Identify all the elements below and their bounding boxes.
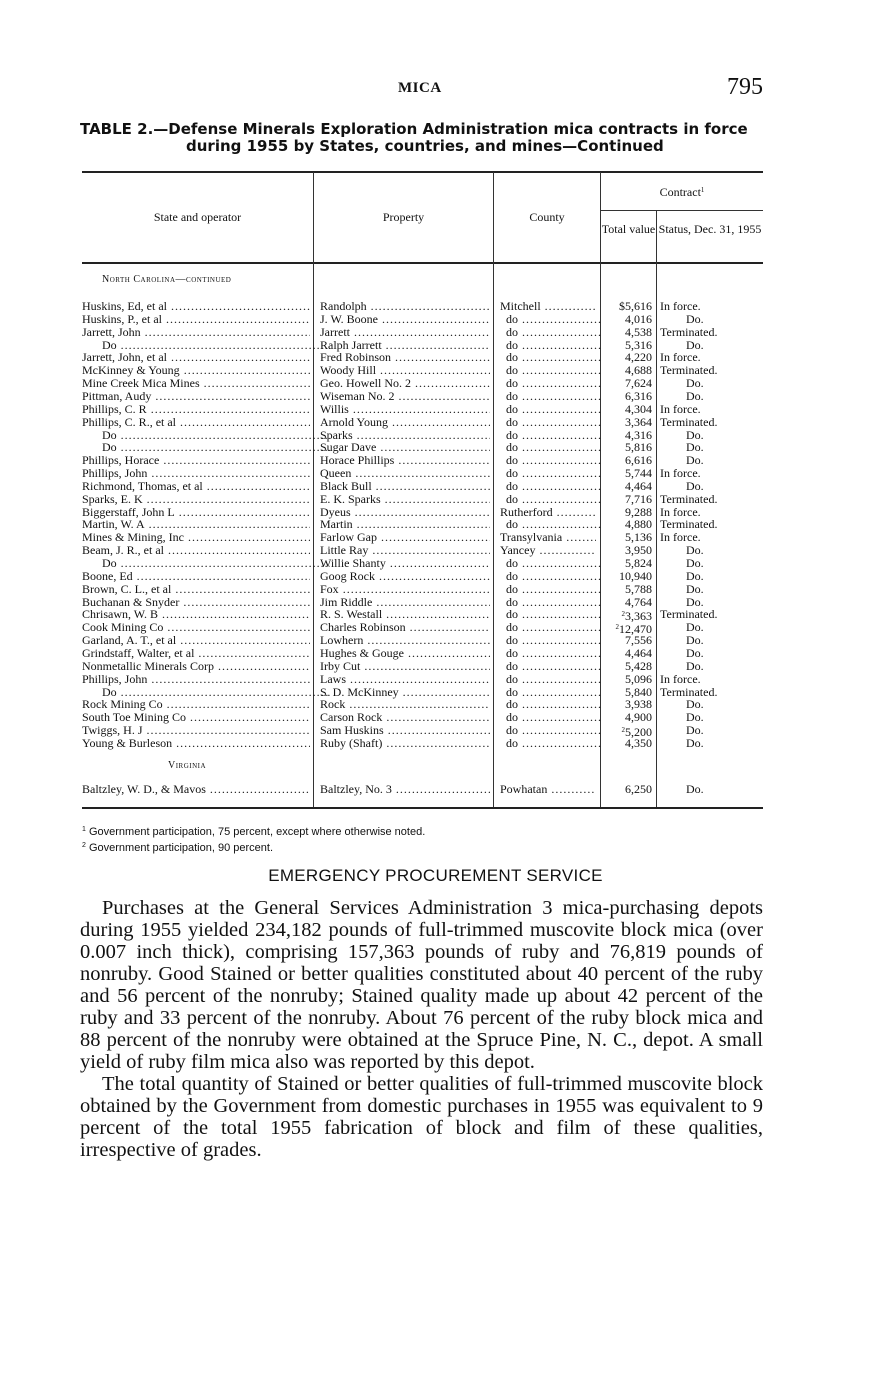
cell-county: do ..... — [500, 454, 602, 467]
table-row — [82, 364, 763, 377]
cell-county: do ..... — [500, 737, 602, 750]
cell-operator: Boone, Ed ..... — [82, 570, 310, 583]
table-header-rule — [82, 262, 763, 264]
cell-status: Terminated. — [660, 324, 718, 339]
cell-property: Lowhern ..... — [320, 634, 490, 647]
cell-value-text: 4,016 — [625, 311, 652, 326]
table-row — [82, 607, 763, 624]
cell-property: Jim Riddle ..... — [320, 596, 490, 609]
cell-status: Do. — [686, 427, 704, 442]
cell-operator: Buchanan & Snyder ..... — [82, 596, 310, 609]
cell-operator: Martin, W. A ..... — [82, 518, 310, 531]
header-total-value: Total value — [601, 222, 656, 236]
table-row — [82, 620, 763, 637]
cell-county: do ..... — [500, 660, 602, 673]
cell-operator: McKinney & Young ..... — [82, 364, 310, 377]
cell-operator: Cook Mining Co ..... — [82, 621, 310, 634]
cell-status: In force. — [660, 299, 701, 313]
cell-value-text: 4,304 — [625, 401, 652, 416]
cell-value-text: 10,940 — [619, 568, 652, 583]
cell-county: Powhatan ..... — [500, 783, 596, 796]
table-row — [82, 313, 763, 326]
cell-property: Sam Huskins ..... — [320, 724, 490, 737]
cell-county: do ..... — [500, 403, 602, 416]
cell-status: Terminated. — [660, 684, 718, 699]
cell-status: Do. — [686, 594, 704, 609]
cell-status: Do. — [686, 478, 704, 493]
table-row — [82, 467, 763, 480]
cell-value-text: 5,788 — [625, 581, 652, 596]
cell-operator: Phillips, John ..... — [82, 467, 310, 480]
cell-value-text: 7,556 — [625, 633, 652, 648]
cell-status: Do. — [686, 710, 704, 725]
cell-property: R. S. Westall ..... — [320, 608, 490, 621]
cell-county: do ..... — [500, 583, 602, 596]
cell-property: Wiseman No. 2 ..... — [320, 390, 490, 403]
cell-value-footnote: 2 — [621, 610, 625, 619]
cell-county: do ..... — [500, 429, 602, 442]
table-row — [82, 403, 763, 416]
cell-operator: South Toe Mining Co ..... — [82, 711, 310, 724]
cell-status: Do. — [686, 453, 704, 468]
cell-property: S. D. McKinney ..... — [320, 686, 490, 699]
cell-county: Rutherford ..... — [500, 506, 596, 519]
table-row — [82, 723, 763, 740]
cell-value-text: 4,688 — [625, 363, 652, 378]
cell-operator: Pittman, Audy ..... — [82, 390, 310, 403]
cell-county: do ..... — [500, 416, 602, 429]
cell-property: Woody Hill ..... — [320, 364, 490, 377]
cell-county: do ..... — [500, 313, 602, 326]
cell-value-text: 4,316 — [625, 427, 652, 442]
paragraph-2: The total quantity of Stained or better qualities of full-trimmed muscovite block obtained by the Government from domestic purchases in 1955 was equivalent to 9 percent of the total 1955 fabrication of block and film of these qualities, irrespective of grades. — [80, 1073, 763, 1161]
table-row — [82, 416, 763, 429]
cell-status: Terminated. — [660, 517, 718, 532]
cell-status: Do. — [686, 697, 704, 712]
cell-status: Terminated. — [660, 607, 718, 622]
table-row — [82, 570, 763, 583]
cell-operator: Do ..... — [82, 686, 330, 699]
cell-operator: Mines & Mining, Inc ..... — [82, 531, 310, 544]
cell-operator: Do ..... — [82, 441, 330, 454]
cell-property: Farlow Gap ..... — [320, 531, 490, 544]
cell-county: do ..... — [500, 673, 602, 686]
cell-value-text: 3,938 — [625, 697, 652, 712]
cell-property: Martin ..... — [320, 518, 490, 531]
cell-status: Do. — [686, 581, 704, 596]
cell-property: Sugar Dave ..... — [320, 441, 490, 454]
table-row — [82, 480, 763, 493]
running-title: MICA — [398, 80, 442, 96]
cell-property: Fox ..... — [320, 583, 490, 596]
cell-property: Randolph ..... — [320, 300, 490, 313]
cell-property: Dyeus ..... — [320, 506, 490, 519]
cell-status: Do. — [686, 633, 704, 648]
cell-operator: Phillips, C. R ..... — [82, 403, 310, 416]
cell-value-text: 5,136 — [625, 530, 652, 545]
cell-operator: Baltzley, W. D., & Mavos ..... — [82, 783, 310, 796]
cell-status: Do. — [686, 568, 704, 583]
cell-status: Do. — [686, 388, 704, 403]
cell-county: Yancey ..... — [500, 544, 596, 557]
cell-property: Hughes & Gouge ..... — [320, 647, 490, 660]
cell-value-text: 7,624 — [625, 376, 652, 391]
cell-value-text: 5,096 — [625, 671, 652, 686]
cell-property: E. K. Sparks ..... — [320, 493, 490, 506]
cell-property: Queen ..... — [320, 467, 490, 480]
cell-county: do ..... — [500, 686, 602, 699]
cell-property: Irby Cut ..... — [320, 660, 490, 673]
section-label-north-carolina: North Carolina—continued — [102, 274, 232, 285]
cell-county: do ..... — [500, 377, 602, 390]
table-bottom-rule — [82, 807, 763, 809]
cell-county: do ..... — [500, 570, 602, 583]
table-row — [82, 737, 763, 750]
footnote-1: $^1$ Government participation, 75 percent, except where otherwise noted. — [82, 826, 426, 838]
cell-status: Do. — [686, 311, 704, 326]
cell-value-text: 4,880 — [625, 517, 652, 532]
cell-county: do ..... — [500, 493, 602, 506]
cell-operator: Phillips, Horace ..... — [82, 454, 310, 467]
cell-county: do ..... — [500, 596, 602, 609]
cell-value-text: 4,350 — [625, 735, 652, 750]
cell-value-text: 3,950 — [625, 543, 652, 558]
table-footnotes — [82, 823, 425, 855]
cell-status: Do. — [686, 723, 704, 738]
cell-operator: Grindstaff, Walter, et al ..... — [82, 647, 310, 660]
cell-county: do ..... — [500, 724, 602, 737]
table-row — [82, 441, 763, 454]
cell-value — [602, 711, 652, 724]
cell-county: Transylvania ..... — [500, 531, 596, 544]
cell-property: Rock ..... — [320, 698, 490, 711]
cell-value-text: 5,316 — [625, 337, 652, 352]
cell-value-text: 6,616 — [625, 453, 652, 468]
table-row — [82, 531, 763, 544]
header-contract — [601, 184, 763, 199]
cell-county: do ..... — [500, 480, 602, 493]
cell-value-text: 5,816 — [625, 440, 652, 455]
table-row — [82, 326, 763, 339]
cell-value-text: 7,716 — [625, 491, 652, 506]
header-state-operator: State and operator — [153, 210, 242, 224]
table-caption — [80, 121, 765, 155]
cell-value-text: 5,428 — [625, 658, 652, 673]
table-row — [82, 634, 763, 647]
cell-property: Ruby (Shaft) ..... — [320, 737, 490, 750]
cell-county: do ..... — [500, 339, 602, 352]
cell-status: Do. — [686, 658, 704, 673]
table-row — [82, 493, 763, 506]
cell-county: Mitchell ..... — [500, 300, 596, 313]
cell-value-footnote: 2 — [621, 726, 625, 735]
header-contract-footnote: 1 — [700, 186, 705, 194]
cell-county: do ..... — [500, 634, 602, 647]
cell-operator: Beam, J. R., et al ..... — [82, 544, 310, 557]
header-county: County — [529, 210, 565, 224]
cell-operator: Twiggs, H. J ..... — [82, 724, 310, 737]
cell-value-text: 4,764 — [625, 594, 652, 609]
cell-value-text: 4,464 — [625, 478, 652, 493]
cell-status: Do. — [686, 735, 704, 750]
cell-status: In force. — [660, 504, 701, 519]
cell-operator: Rock Mining Co ..... — [82, 698, 310, 711]
cell-county: do ..... — [500, 467, 602, 480]
cell-status: In force. — [660, 466, 701, 481]
cell-operator: Chrisawn, W. B ..... — [82, 608, 310, 621]
cell-value-text: 6,316 — [625, 388, 652, 403]
cell-value-footnote: 2 — [615, 623, 619, 632]
cell-property: Geo. Howell No. 2 ..... — [320, 377, 490, 390]
cell-value-text: 5,840 — [625, 684, 652, 699]
page-header — [80, 74, 765, 104]
cell-property: Sparks ..... — [320, 429, 490, 442]
cell-county: do ..... — [500, 557, 602, 570]
header-status: Status, Dec. 31, 1955 — [658, 222, 762, 236]
cell-property: Charles Robinson ..... — [320, 621, 490, 634]
cell-status: Terminated. — [660, 363, 718, 378]
cell-value-text: 9,288 — [625, 504, 652, 519]
table-row — [82, 544, 763, 557]
cell-county: do ..... — [500, 608, 602, 621]
cell-county: do ..... — [500, 441, 602, 454]
table-row — [82, 783, 763, 796]
cell-property: Willie Shanty ..... — [320, 557, 490, 570]
cell-operator: Huskins, P., et al ..... — [82, 313, 310, 326]
cell-county: do ..... — [500, 518, 602, 531]
cell-property: Jarrett ..... — [320, 326, 490, 339]
cell-value-text: 5,744 — [625, 466, 652, 481]
cell-status: Do. — [686, 645, 704, 660]
cell-status: Do. — [686, 440, 704, 455]
cell-value-text: 3,364 — [625, 414, 652, 429]
cell-value-text: 5,200 — [625, 725, 652, 740]
cell-status: In force. — [660, 671, 701, 686]
cell-status: In force. — [660, 350, 701, 365]
cell-county: do ..... — [500, 711, 602, 724]
cell-value — [602, 596, 652, 609]
cell-status: Do. — [686, 556, 704, 570]
cell-value-text: 3,363 — [625, 609, 652, 624]
body-text — [80, 897, 763, 1161]
cell-value-text: 4,538 — [625, 324, 652, 339]
cell-property: Willis ..... — [320, 403, 490, 416]
cell-status: In force. — [660, 530, 701, 545]
table-row — [82, 686, 763, 699]
cell-property: Black Bull ..... — [320, 480, 490, 493]
cell-county: do ..... — [500, 647, 602, 660]
cell-operator: Mine Creek Mica Mines ..... — [82, 377, 310, 390]
cell-property: Little Ray ..... — [320, 544, 490, 557]
cell-operator: Phillips, John ..... — [82, 673, 310, 686]
table-row — [82, 429, 763, 442]
cell-property: Horace Phillips ..... — [320, 454, 490, 467]
cell-property: Arnold Young ..... — [320, 416, 490, 429]
cell-value-text: 12,470 — [619, 622, 652, 637]
cell-county: do ..... — [500, 621, 602, 634]
cell-status: Do. — [686, 782, 704, 796]
cell-operator: Do ..... — [82, 429, 330, 442]
cell-property: Laws ..... — [320, 673, 490, 686]
cell-property: J. W. Boone ..... — [320, 313, 490, 326]
table-row — [82, 673, 763, 686]
section-heading: EMERGENCY PROCUREMENT SERVICE — [268, 866, 603, 885]
cell-county: do ..... — [500, 698, 602, 711]
cell-property: Goog Rock ..... — [320, 570, 490, 583]
cell-value-text: 4,900 — [625, 710, 652, 725]
cell-county: do ..... — [500, 351, 602, 364]
table-row — [82, 377, 763, 390]
cell-property: Fred Robinson ..... — [320, 351, 490, 364]
cell-property: Carson Rock ..... — [320, 711, 490, 724]
table-caption-line2: during 1955 by States, countries, and mines—Continued — [186, 137, 664, 155]
cell-operator: Nonmetallic Minerals Corp ..... — [82, 660, 310, 673]
cell-status: Do. — [686, 543, 704, 558]
cell-operator: Jarrett, John, et al ..... — [82, 351, 310, 364]
table-top-rule — [82, 171, 763, 173]
cell-operator: Jarrett, John ..... — [82, 326, 310, 339]
table-row — [82, 698, 763, 711]
cell-status: Terminated. — [660, 491, 718, 506]
cell-county: do ..... — [500, 364, 602, 377]
page-number: 795 — [727, 74, 763, 100]
header-property: Property — [382, 210, 425, 224]
cell-value: 6,250 — [625, 782, 652, 796]
cell-value-text: 4,220 — [625, 350, 652, 365]
footnote-2: $^2$ Government participation, 90 percent. — [82, 842, 274, 854]
table-caption-line1: TABLE 2.—Defense Minerals Exploration Administration mica contracts in force — [80, 120, 748, 138]
cell-operator: Richmond, Thomas, et al ..... — [82, 480, 310, 493]
cell-operator: Biggerstaff, John L ..... — [82, 506, 310, 519]
cell-property: Baltzley, No. 3 ..... — [320, 783, 490, 796]
cell-county: do ..... — [500, 390, 602, 403]
cell-operator: Garland, A. T., et al ..... — [82, 634, 310, 647]
cell-operator: Phillips, C. R., et al ..... — [82, 416, 310, 429]
table-row — [82, 647, 763, 660]
contract-subheader-rule — [600, 210, 763, 211]
header-contract-label: Contract — [659, 185, 701, 199]
section-label-virginia: Virginia — [168, 760, 207, 771]
cell-status: Do. — [686, 620, 704, 635]
cell-status: In force. — [660, 401, 701, 416]
table-row — [82, 711, 763, 724]
table-row — [82, 300, 763, 313]
cell-operator: Sparks, E. K ..... — [82, 493, 310, 506]
table-row — [82, 557, 763, 570]
cell-value-text: 4,464 — [625, 645, 652, 660]
cell-status: Terminated. — [660, 414, 718, 429]
paragraph-1: Purchases at the General Services Administration 3 mica-purchasing depots during 1955 yielded 234,182 pounds of full-trimmed muscovite block mica (over 0.007 inch thick), comprising 157,363 pounds of ruby and 76,819 pounds of nonruby. Good Stained or better qualities constituted about 40 percent of the ruby and 56 percent of the nonruby; Stained quality made up about 42 percent of the ruby and 33 percent of the nonruby. About 76 percent of the ruby block mica and 88 percent of the nonruby were obtained at the Spruce Pine, N. C., depot. A small yield of ruby film mica also was reported by this depot. — [80, 897, 763, 1073]
cell-county: do ..... — [500, 326, 602, 339]
cell-operator: Huskins, Ed, et al ..... — [82, 300, 310, 313]
cell-value-text: 5,824 — [625, 556, 652, 570]
cell-operator: Do ..... — [82, 557, 330, 570]
cell-status: Do. — [686, 337, 704, 352]
table-row — [82, 390, 763, 403]
cell-status: Do. — [686, 376, 704, 391]
table-row — [82, 583, 763, 596]
table-row — [82, 660, 763, 673]
cell-operator: Do ..... — [82, 339, 330, 352]
cell-operator: Brown, C. L., et al ..... — [82, 583, 310, 596]
cell-operator: Young & Burleson ..... — [82, 737, 310, 750]
cell-value-text: $5,616 — [619, 299, 652, 313]
cell-value — [602, 737, 652, 750]
cell-property: Ralph Jarrett ..... — [320, 339, 490, 352]
